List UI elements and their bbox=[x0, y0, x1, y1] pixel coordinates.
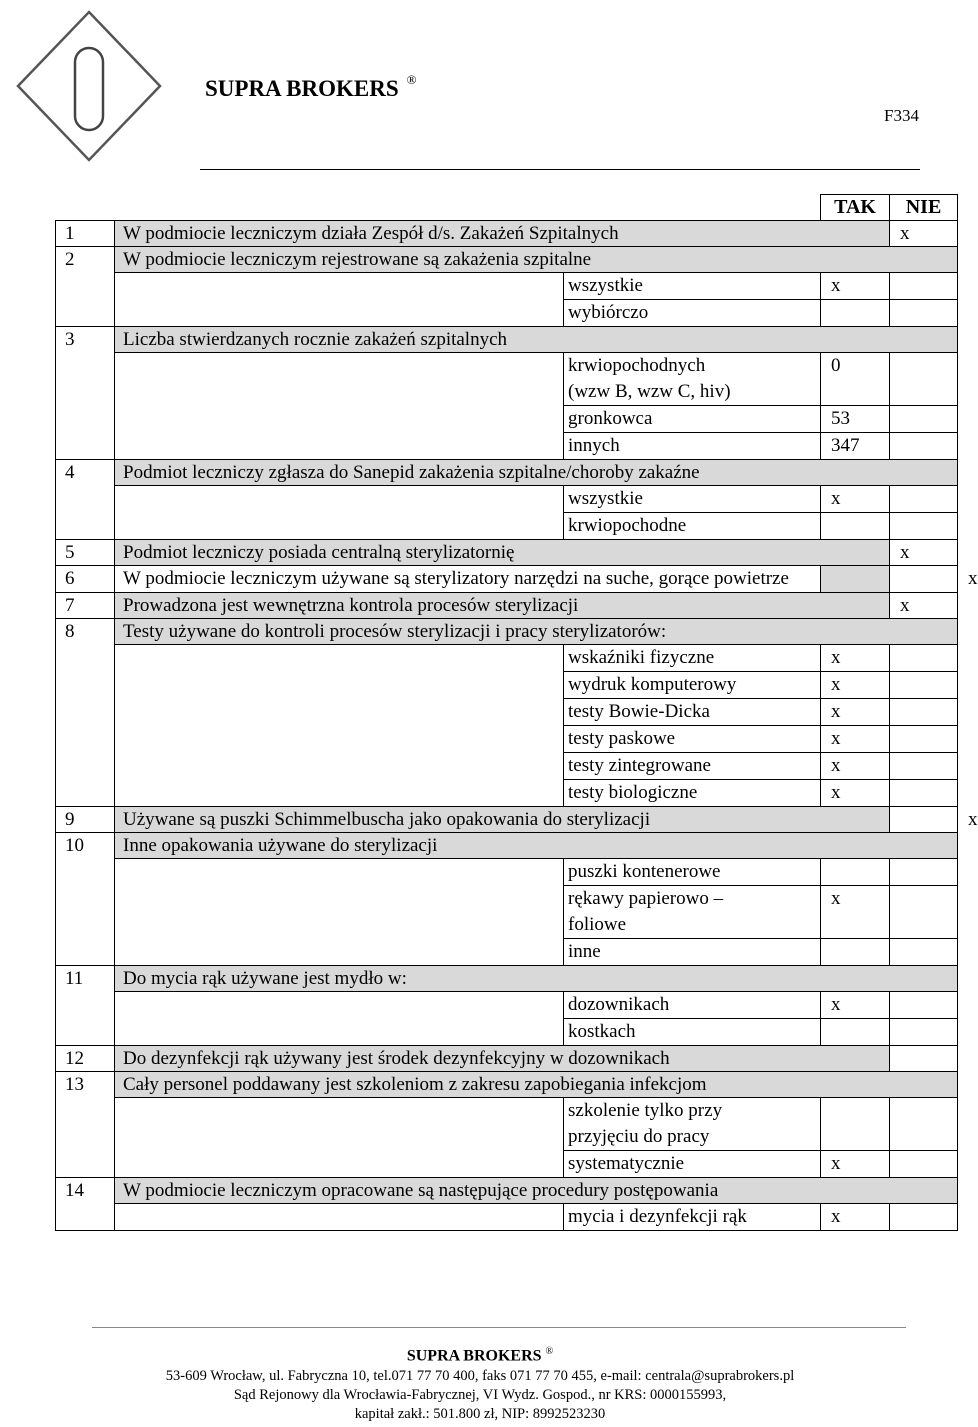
nie-cell bbox=[890, 406, 958, 433]
col-tak-header: TAK bbox=[821, 195, 890, 221]
tak-cell: 0 bbox=[821, 353, 890, 406]
question-number: 12 bbox=[56, 1046, 115, 1072]
table-header-row bbox=[56, 195, 958, 221]
question-row: 6 W podmiocie leczniczym używane są sterylizatory narzędzi na suche, gorące powietrze x bbox=[56, 566, 958, 593]
nie-cell bbox=[890, 1151, 958, 1178]
tak-cell: x bbox=[890, 221, 958, 247]
option-indent bbox=[115, 859, 564, 966]
tak-cell: x bbox=[821, 699, 890, 726]
tak-cell bbox=[890, 1046, 958, 1072]
question-text: Podmiot leczniczy posiada centralną sterylizatornię bbox=[115, 540, 890, 566]
question-row bbox=[56, 1046, 958, 1072]
option-label: testy biologiczne bbox=[564, 780, 821, 807]
nie-cell bbox=[890, 1204, 958, 1231]
question-number: 2 bbox=[56, 247, 115, 327]
tak-cell bbox=[821, 513, 890, 540]
question-number: 11 bbox=[56, 966, 115, 1046]
question-text: Używane są puszki Schimmelbuscha jako opakowania do sterylizacji bbox=[115, 807, 890, 833]
option-indent bbox=[115, 273, 564, 327]
option-label: krwiopochodnych (wzw B, wzw C, hiv) bbox=[564, 353, 821, 406]
question-text: Do dezynfekcji rąk używany jest środek dezynfekcyjny w dozownikach bbox=[115, 1046, 890, 1072]
option-indent bbox=[115, 1204, 564, 1231]
nie-cell bbox=[890, 1098, 958, 1151]
nie-cell bbox=[890, 672, 958, 699]
option-label: szkolenie tylko przy przyjęciu do pracy bbox=[564, 1098, 821, 1151]
question-number: 10 bbox=[56, 833, 115, 966]
nie-cell bbox=[890, 433, 958, 460]
nie-cell bbox=[890, 859, 958, 886]
tak-cell bbox=[890, 566, 958, 593]
tak-cell: x bbox=[821, 780, 890, 807]
nie-cell bbox=[890, 300, 958, 327]
tak-cell: x bbox=[890, 593, 958, 619]
option-label: kostkach bbox=[564, 1019, 821, 1046]
option-label: puszki kontenerowe bbox=[564, 859, 821, 886]
option-label: inne bbox=[564, 939, 821, 966]
nie-cell bbox=[890, 780, 958, 807]
question-text: Liczba stwierdzanych rocznie zakażeń szpitalnych bbox=[115, 327, 958, 353]
question-number: 8 bbox=[56, 619, 115, 807]
question-number: 14 bbox=[56, 1178, 115, 1231]
option-label: wskaźniki fizyczne bbox=[564, 645, 821, 672]
footer-capital: kapitał zakł.: 501.800 zł, NIP: 8992523230 bbox=[354, 1406, 606, 1422]
header-blank bbox=[56, 195, 821, 221]
question-text: Podmiot leczniczy zgłasza do Sanepid zakażenia szpitalne/choroby zakaźne bbox=[115, 460, 958, 486]
option-indent bbox=[115, 645, 564, 807]
option-label: dozownikach bbox=[564, 992, 821, 1019]
question-number: 1 bbox=[56, 221, 115, 247]
tak-cell: 347 bbox=[821, 433, 890, 460]
question-text: W podmiocie leczniczym działa Zespół d/s. Zakażeń Szpitalnych bbox=[115, 221, 890, 247]
option-label: wszystkie bbox=[564, 486, 821, 513]
option-label: testy Bowie-Dicka bbox=[564, 699, 821, 726]
question-row bbox=[56, 1178, 958, 1204]
option-row bbox=[56, 486, 958, 513]
col-nie-header: NIE bbox=[890, 195, 958, 221]
nie-cell bbox=[890, 699, 958, 726]
tak-cell: x bbox=[821, 273, 890, 300]
option-label: rękawy papierowo – foliowe bbox=[564, 886, 821, 939]
option-row bbox=[56, 992, 958, 1019]
nie-cell bbox=[890, 886, 958, 939]
tak-cell: x bbox=[821, 992, 890, 1019]
company-logo bbox=[14, 8, 164, 164]
option-label: systematycznie bbox=[564, 1151, 821, 1178]
footer-address: 53-609 Wrocław, ul. Fabryczna 10, tel.071 77 70 400, faks 071 77 70 455, e-mail: centrala@suprabrokers.pl bbox=[165, 1368, 795, 1384]
registered-mark: ® bbox=[406, 72, 417, 87]
option-label: wybiórczo bbox=[564, 300, 821, 327]
option-label: mycia i dezynfekcji rąk bbox=[564, 1204, 821, 1231]
nie-cell bbox=[890, 273, 958, 300]
footer-divider bbox=[92, 1327, 906, 1328]
question-number: 3 bbox=[56, 327, 115, 460]
option-label: krwiopochodne bbox=[564, 513, 821, 540]
question-row bbox=[56, 966, 958, 992]
tak-cell bbox=[821, 1019, 890, 1046]
question-number: 5 bbox=[56, 540, 115, 566]
question-text: W podmiocie leczniczym opracowane są następujące procedury postępowania bbox=[115, 1178, 958, 1204]
tak-cell bbox=[821, 300, 890, 327]
option-indent bbox=[115, 992, 564, 1046]
option-row bbox=[56, 1098, 958, 1151]
question-text: W podmiocie leczniczym używane są sterylizatory narzędzi na suche, gorące powietrze bbox=[115, 566, 821, 593]
footer-court: Sąd Rejonowy dla Wrocławia-Fabrycznej, VI Wydz. Gospod., nr KRS: 0000155993, bbox=[233, 1387, 727, 1403]
question-row bbox=[56, 327, 958, 353]
question-row bbox=[56, 460, 958, 486]
question-number: 4 bbox=[56, 460, 115, 540]
survey-table bbox=[55, 194, 978, 1231]
tak-cell bbox=[821, 859, 890, 886]
option-label: testy zintegrowane bbox=[564, 753, 821, 780]
nie-cell bbox=[890, 353, 958, 406]
option-label: wydruk komputerowy bbox=[564, 672, 821, 699]
tak-cell: x bbox=[821, 1204, 890, 1231]
brand-name: SUPRA BROKERS ® bbox=[205, 72, 417, 101]
tak-cell bbox=[821, 1098, 890, 1151]
tak-cell: x bbox=[821, 672, 890, 699]
question-row: 9 Używane są puszki Schimmelbuscha jako opakowania do sterylizacji x bbox=[56, 807, 958, 833]
footer-brand: SUPRA BROKERS ® bbox=[406, 1346, 554, 1365]
question-text: Prowadzona jest wewnętrzna kontrola procesów sterylizacji bbox=[115, 593, 890, 619]
option-row bbox=[56, 1204, 958, 1231]
option-indent bbox=[115, 353, 564, 460]
question-row bbox=[56, 593, 958, 619]
question-text: Cały personel poddawany jest szkoleniom z zakresu zapobiegania infekcjom bbox=[115, 1072, 958, 1098]
tak-cell: x bbox=[821, 726, 890, 753]
header-divider bbox=[200, 169, 920, 170]
nie-cell bbox=[890, 1019, 958, 1046]
nie-cell bbox=[890, 645, 958, 672]
tak-cell bbox=[890, 807, 958, 833]
tak-cell: x bbox=[821, 1151, 890, 1178]
nie-cell bbox=[890, 513, 958, 540]
option-label: gronkowca bbox=[564, 406, 821, 433]
question-spacer bbox=[821, 566, 890, 593]
option-row bbox=[56, 273, 958, 300]
nie-cell bbox=[890, 992, 958, 1019]
tak-cell: x bbox=[821, 486, 890, 513]
tak-cell: 53 bbox=[821, 406, 890, 433]
option-label: testy paskowe bbox=[564, 726, 821, 753]
question-row bbox=[56, 1072, 958, 1098]
tak-cell bbox=[821, 939, 890, 966]
nie-cell bbox=[890, 486, 958, 513]
form-code: F334 bbox=[884, 106, 919, 125]
question-number: 6 bbox=[56, 566, 115, 593]
tak-cell: x bbox=[821, 645, 890, 672]
option-row bbox=[56, 645, 958, 672]
question-row bbox=[56, 619, 958, 645]
question-text: W podmiocie leczniczym rejestrowane są zakażenia szpitalne bbox=[115, 247, 958, 273]
option-label: innych bbox=[564, 433, 821, 460]
question-number: 9 bbox=[56, 807, 115, 833]
option-label: wszystkie bbox=[564, 273, 821, 300]
tak-cell: x bbox=[821, 753, 890, 780]
nie-cell bbox=[890, 726, 958, 753]
option-row bbox=[56, 859, 958, 886]
question-row bbox=[56, 221, 958, 247]
question-row bbox=[56, 247, 958, 273]
question-row bbox=[56, 540, 958, 566]
question-text: Inne opakowania używane do sterylizacji bbox=[115, 833, 958, 859]
tak-cell: x bbox=[890, 540, 958, 566]
question-row bbox=[56, 833, 958, 859]
question-number: 13 bbox=[56, 1072, 115, 1178]
question-text: Do mycia rąk używane jest mydło w: bbox=[115, 966, 958, 992]
nie-cell bbox=[890, 939, 958, 966]
tak-cell: x bbox=[821, 886, 890, 939]
option-indent bbox=[115, 486, 564, 540]
question-text: Testy używane do kontroli procesów sterylizacji i pracy sterylizatorów: bbox=[115, 619, 958, 645]
survey-table-body bbox=[56, 195, 978, 1231]
option-indent bbox=[115, 1098, 564, 1178]
option-row bbox=[56, 353, 958, 406]
nie-cell bbox=[890, 753, 958, 780]
question-number: 7 bbox=[56, 593, 115, 619]
